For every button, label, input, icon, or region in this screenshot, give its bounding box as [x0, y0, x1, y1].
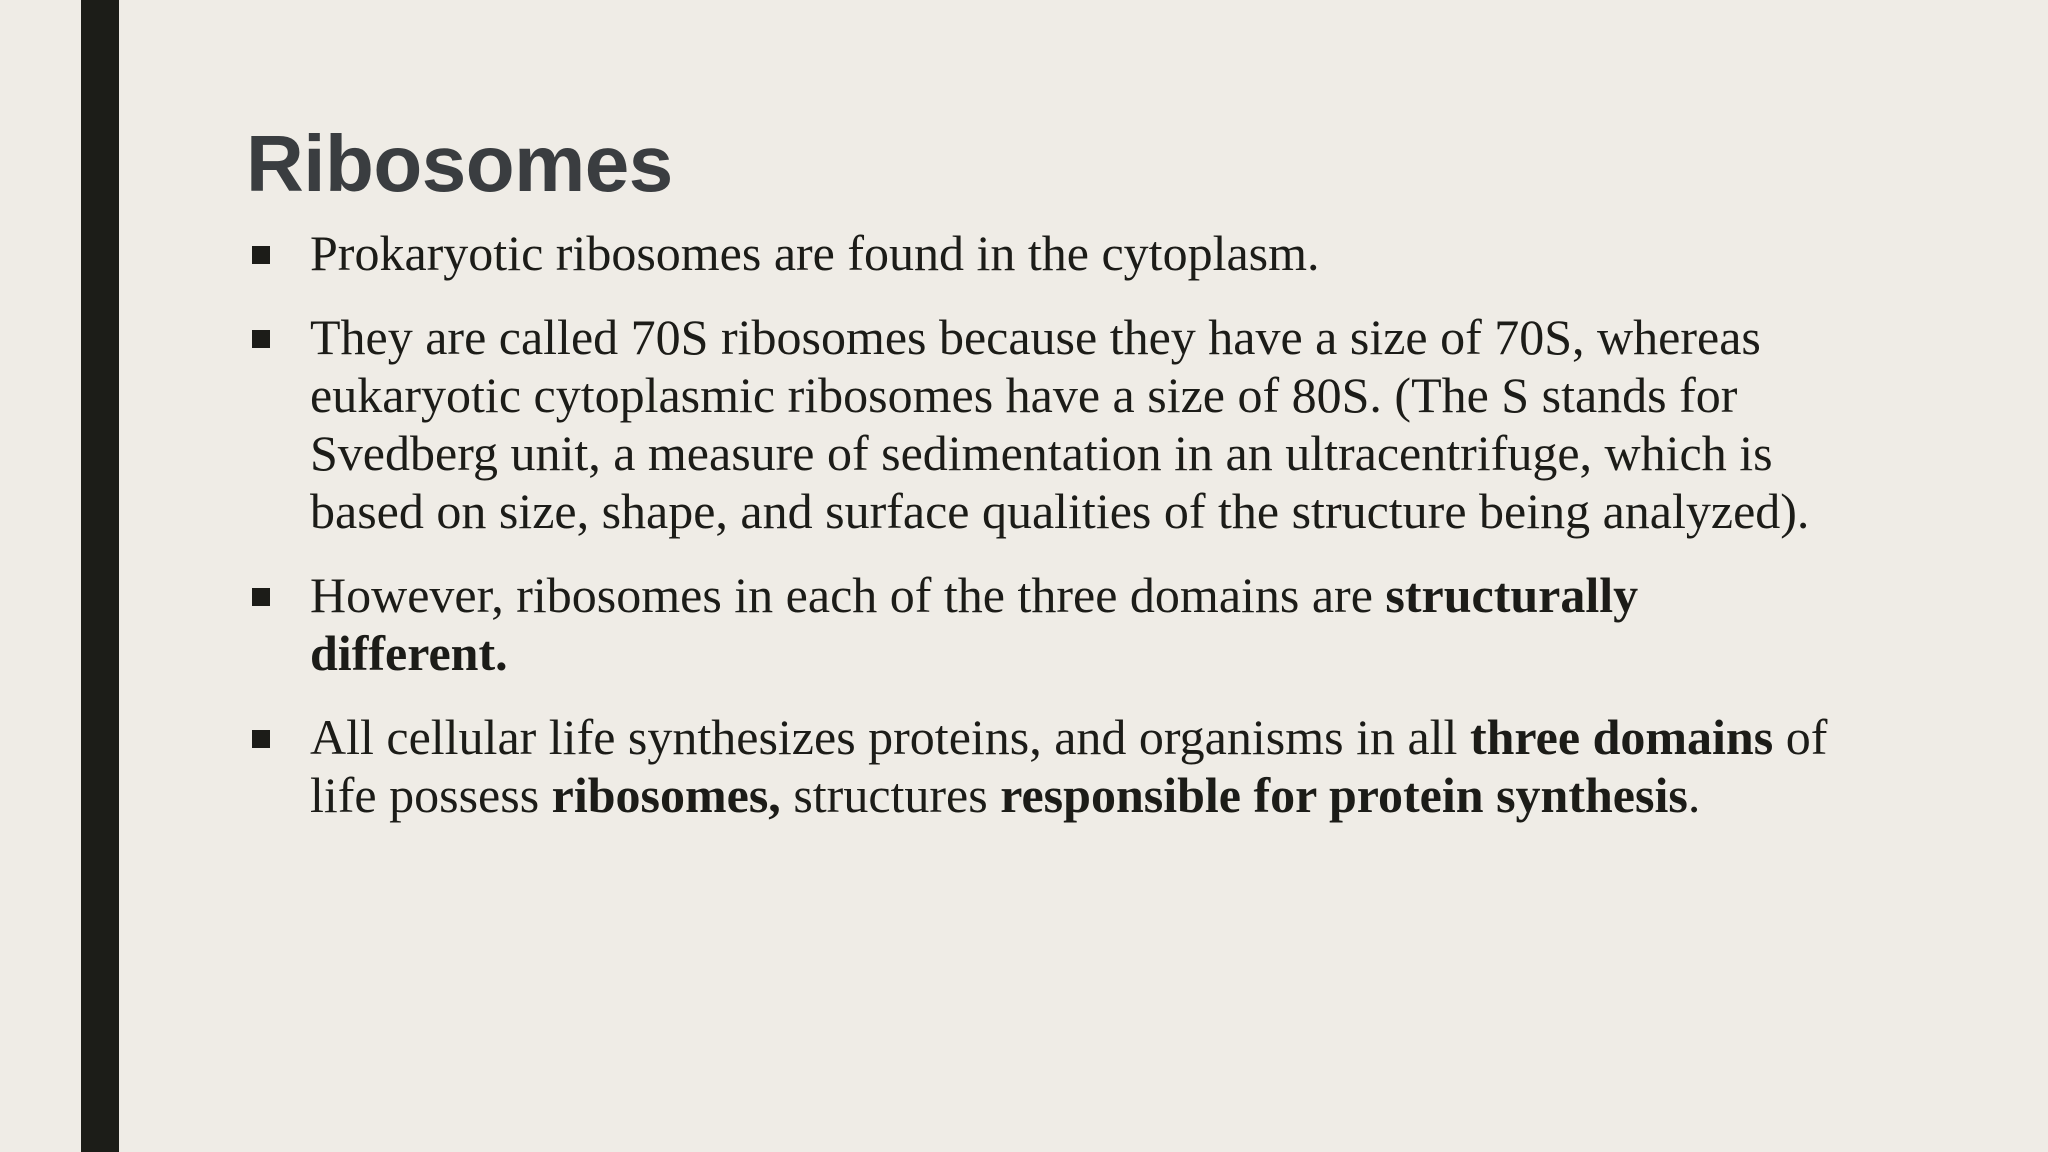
square-bullet-icon — [252, 330, 270, 348]
bullet-item — [246, 308, 1846, 540]
text-segment: of life possess — [310, 709, 1828, 823]
accent-bar — [81, 0, 119, 1152]
bold-text-segment: three domains — [1469, 709, 1774, 765]
text-segment: Prokaryotic ribosomes are found in the cytoplasm. — [310, 225, 1320, 281]
bullet-item — [246, 566, 1846, 682]
bullet-list — [246, 224, 1846, 850]
bullet-text — [310, 225, 1320, 281]
bold-text-segment: responsible for protein synthesis — [1000, 767, 1688, 823]
slide-title: Ribosomes — [246, 119, 673, 208]
text-segment: . — [1687, 767, 1701, 823]
bullet-item — [246, 708, 1846, 824]
square-bullet-icon — [252, 730, 270, 748]
bullet-text — [310, 309, 1809, 539]
text-segment: All cellular life synthesizes proteins, and organisms in all — [310, 709, 1470, 765]
bullet-text — [310, 709, 1827, 823]
square-bullet-icon — [252, 588, 270, 606]
text-segment: However, ribosomes in each of the three domains are — [310, 567, 1386, 623]
square-bullet-icon — [252, 246, 270, 264]
bold-text-segment: ribosomes, — [551, 767, 781, 823]
text-segment: structures — [780, 767, 1001, 823]
bullet-text — [310, 567, 1638, 681]
bullet-item — [246, 224, 1846, 282]
bold-text-segment: structurally different. — [310, 567, 1639, 681]
text-segment: They are called 70S ribosomes because they have a size of 70S, whereas eukaryotic cytoplasmic ribosomes have a size of 80S. (The S stands for Svedberg unit, a measure of sedimentation in an ultracentrifuge, which is based on size, shape, and surface qualities of the structure being analyzed). — [310, 309, 1810, 539]
